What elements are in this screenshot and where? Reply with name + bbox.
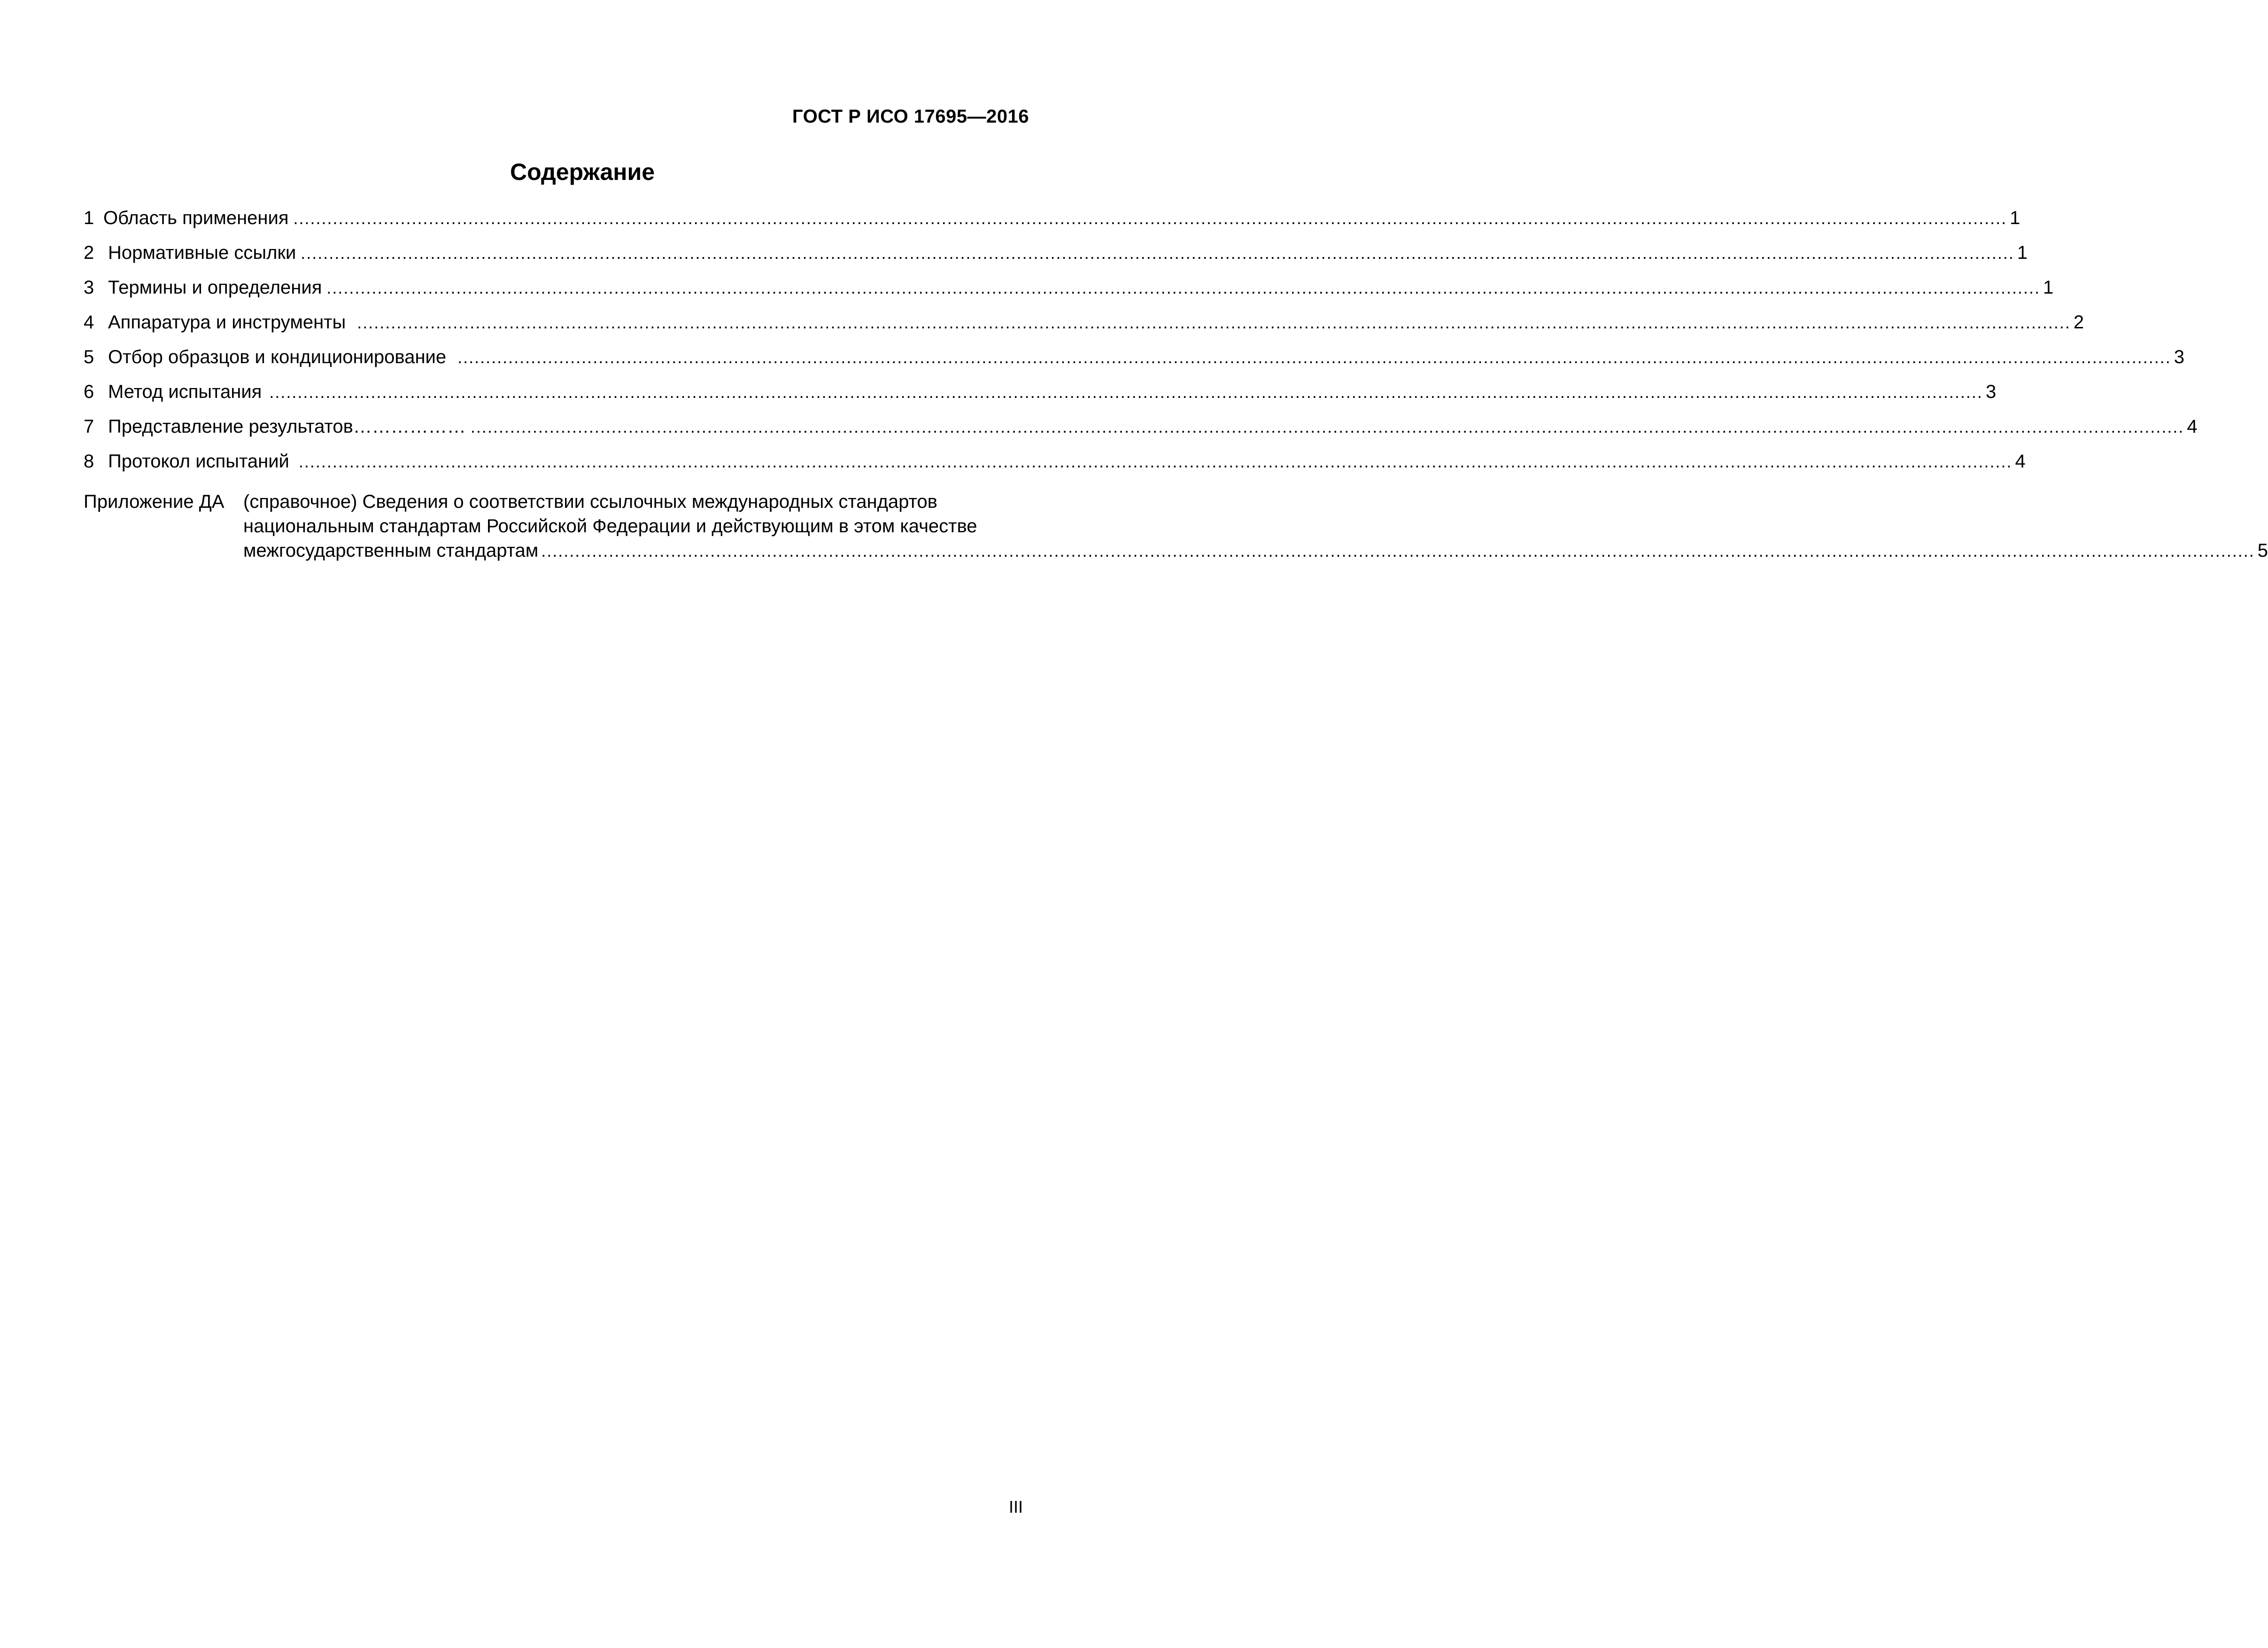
toc-item-page: 1: [2043, 277, 2054, 298]
standard-designation: ГОСТ Р ИСО 17695—2016: [792, 106, 1029, 127]
toc-item-5[interactable]: [84, 347, 2184, 381]
toc-item-3[interactable]: [84, 277, 2054, 312]
dot-leader: [357, 313, 2071, 333]
toc-item-page: 3: [2174, 347, 2184, 367]
dot-leader: [301, 243, 2014, 263]
toc-item-label: Метод испытания: [108, 381, 262, 402]
dot-leader: [326, 278, 2040, 298]
toc-item-label: Нормативные ссылки: [108, 242, 296, 263]
dot-leader: [269, 382, 1983, 402]
toc-title: Содержание: [510, 159, 655, 185]
toc-item-page: 2: [2073, 312, 2084, 333]
page-number: III: [1008, 1497, 1023, 1516]
toc-item-label: Отбор образцов и кондиционирование: [108, 347, 447, 367]
toc-item-number: 8: [84, 451, 94, 472]
toc-item-page: 4: [2187, 416, 2198, 437]
toc-item-number: 1: [84, 208, 94, 228]
toc-item-number: 6: [84, 381, 94, 402]
table-of-contents: [84, 208, 2268, 563]
toc-item-8[interactable]: [84, 451, 2026, 486]
toc-item-2[interactable]: [84, 242, 2028, 277]
toc-item-label: Протокол испытаний: [108, 451, 289, 472]
toc-annex-da[interactable]: [84, 490, 2268, 563]
dot-leader: [299, 452, 2013, 472]
annex-line-3: [243, 538, 2268, 563]
toc-item-page: 4: [2015, 451, 2026, 472]
annex-line-2: национальным стандартам Российской Федерации и действующим в этом качестве: [243, 516, 977, 536]
dot-leader: [471, 417, 2184, 437]
toc-item-number: 4: [84, 312, 94, 333]
toc-item-1[interactable]: [84, 208, 2020, 242]
toc-item-number: 3: [84, 277, 94, 298]
annex-line-1: (справочное) Сведения о соответствии ссылочных международных стандартов: [243, 491, 937, 512]
annex-description: [243, 490, 2268, 563]
dot-leader: [457, 348, 2171, 367]
dot-leader: [294, 209, 2007, 228]
toc-item-number: 2: [84, 242, 94, 263]
toc-item-number: 7: [84, 416, 94, 437]
toc-item-label: Область применения: [103, 208, 289, 228]
dot-leader: [541, 539, 2255, 563]
toc-item-number: 5: [84, 347, 94, 367]
toc-item-page: 3: [1985, 381, 1997, 402]
toc-item-6[interactable]: [84, 381, 1997, 416]
toc-item-label: Представление результатов………………: [108, 416, 466, 437]
toc-item-page: 5: [2257, 540, 2268, 561]
toc-item-label: Аппаратура и инструменты: [108, 312, 346, 333]
annex-label: Приложение ДА: [84, 491, 224, 512]
toc-item-4[interactable]: [84, 312, 2084, 347]
toc-item-page: 1: [2010, 208, 2020, 228]
toc-item-page: 1: [2017, 242, 2028, 263]
toc-item-label: Термины и определения: [108, 277, 322, 298]
annex-line-3-text: межгосударственным стандартам: [243, 540, 539, 561]
toc-item-7[interactable]: [84, 416, 2198, 451]
